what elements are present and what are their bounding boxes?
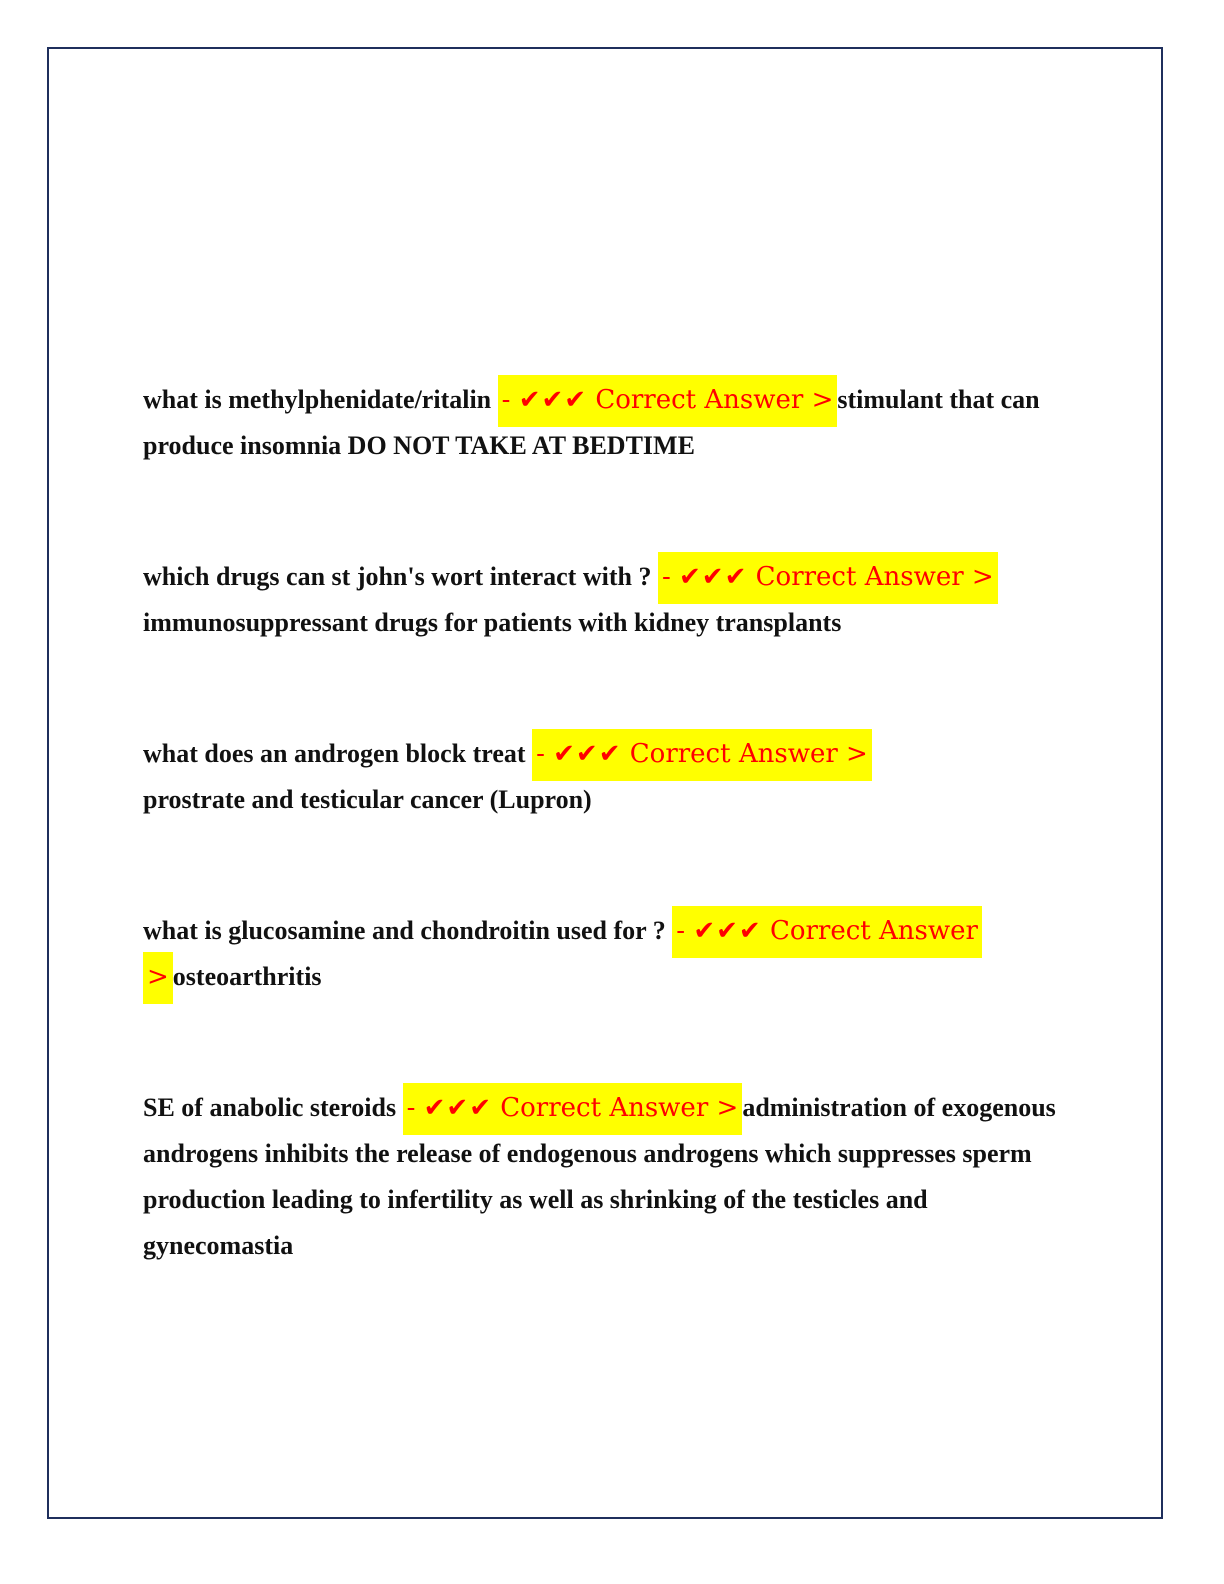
checkmark-icon: ✔✔✔ xyxy=(423,1093,492,1123)
marker-dash: - xyxy=(676,916,686,946)
marker-label: Correct Answer > xyxy=(500,1093,739,1123)
answer-text: immunosuppressant drugs for patients with kidney transplants xyxy=(143,608,842,637)
answer-text: stimulant that can produce insomnia DO NOT TAKE AT BEDTIME xyxy=(143,385,1040,460)
checkmark-icon: ✔✔✔ xyxy=(518,385,588,415)
correct-answer-marker xyxy=(403,1083,743,1135)
checkmark-icon: ✔✔✔ xyxy=(679,562,748,592)
qa-item xyxy=(143,1085,1083,1269)
qa-list xyxy=(143,377,1083,1269)
question-text: what does an androgen block treat xyxy=(143,739,526,768)
qa-item xyxy=(143,377,1083,469)
marker-label: Correct Answer > xyxy=(629,739,868,769)
answer-text: administration of exogenous androgens inhibits the release of endogenous androgens which suppresses sperm production leading to infertility as well as shrinking of the testicles and gynecomastia xyxy=(143,1093,1056,1260)
qa-item xyxy=(143,554,1083,646)
marker-dash: - xyxy=(661,562,671,592)
correct-answer-marker xyxy=(498,375,838,427)
correct-answer-marker xyxy=(658,552,998,604)
question-text: which drugs can st john's wort interact with ? xyxy=(143,562,652,591)
correct-answer-marker xyxy=(532,729,872,781)
marker-dash: - xyxy=(536,739,545,769)
question-text: what is glucosamine and chondroitin used for ? xyxy=(143,916,666,945)
answer-text: osteoarthritis xyxy=(172,962,322,991)
marker-dash: - xyxy=(406,1093,416,1123)
answer-text: prostrate and testicular cancer (Lupron) xyxy=(143,785,592,814)
checkmark-icon: ✔✔✔ xyxy=(693,916,762,946)
qa-item xyxy=(143,731,1083,823)
marker-dash: - xyxy=(501,385,511,415)
qa-item xyxy=(143,908,1083,1000)
question-text: what is methylphenidate/ritalin xyxy=(143,385,492,414)
marker-label: Correct Answer > xyxy=(595,385,834,415)
checkmark-icon: ✔✔✔ xyxy=(553,739,622,769)
question-text: SE of anabolic steroids xyxy=(143,1093,397,1122)
marker-label: Correct Answer > xyxy=(147,916,978,992)
marker-label: Correct Answer > xyxy=(755,562,994,592)
